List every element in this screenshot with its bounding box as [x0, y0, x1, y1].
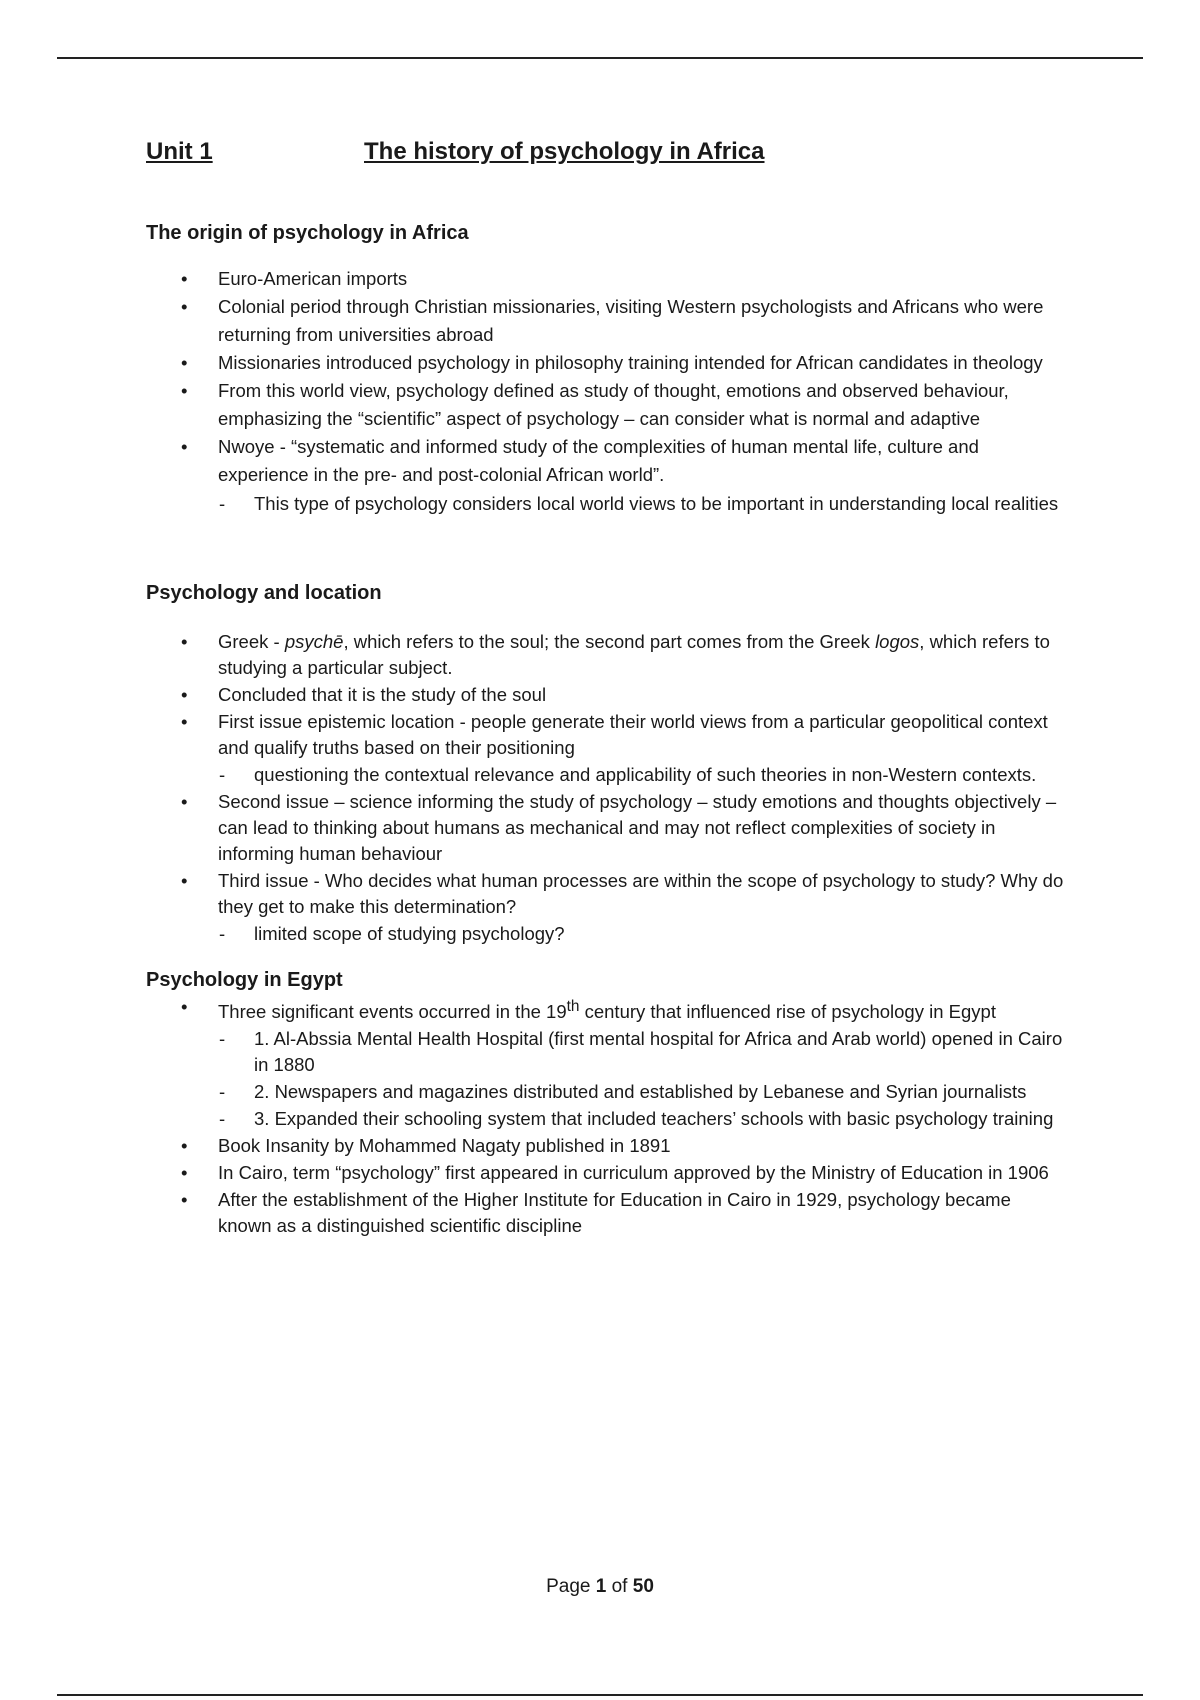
bullet-list: [146, 265, 1066, 518]
list-item: • Missionaries introduced psychology in philosophy training intended for African candidates in theology: [146, 349, 1066, 377]
page-word: Page: [546, 1576, 591, 1597]
document-body: [146, 138, 1066, 1240]
section-heading: The origin of psychology in Africa: [146, 222, 469, 244]
superscript: th: [566, 998, 580, 1015]
list-item: • Second issue – science informing the study of psychology – study emotions and thoughts objectively – can lead to thinking about humans as mechanical and may not reflect complexities of society in informing human behaviour: [146, 789, 1066, 867]
list-item: • Nwoye - “systematic and informed study of the complexities of human mental life, culture and experience in the pre- and post-colonial African world”. - This type of psychology considers local world views to be important in understanding local realities: [146, 433, 1066, 518]
bottom-rule: [57, 1694, 1143, 1696]
list-item: • Concluded that it is the study of the soul: [146, 682, 1066, 708]
list-item: • Colonial period through Christian missionaries, visiting Western psychologists and Africans who were returning from universities abroad: [146, 293, 1066, 349]
unit-label: Unit 1: [146, 138, 213, 165]
section-egypt: [146, 969, 1066, 1239]
unit-title: The history of psychology in Africa: [364, 138, 765, 165]
bullet-list: [146, 994, 1066, 1239]
list-item: • Three significant events occurred in the 19th century that influenced rise of psychology in Egypt - 1. Al-Abssia Mental Health Hospital (first mental hospital for Africa and Arab world) opened in Cairo in 1880 - 2. Newspapers and magazines distributed and established by Lebanese and Syrian journalists - 3. Expanded their schooling system that included teachers’ schools with basic psychology training: [146, 994, 1066, 1132]
list-item: • First issue epistemic location - people generate their world views from a particular geopolitical context and qualify truths based on their positioning - questioning the contextual relevance and applicability of such theories in non-Western contexts.: [146, 709, 1066, 788]
sub-list-item: - 1. Al-Abssia Mental Health Hospital (first mental hospital for Africa and Arab world) opened in Cairo in 1880: [218, 1026, 1066, 1078]
list-item: • Euro-American imports: [146, 265, 1066, 293]
list-item: • Greek - psychē, which refers to the soul; the second part comes from the Greek logos, which refers to studying a particular subject.: [146, 629, 1066, 681]
top-rule: [57, 57, 1143, 59]
section-heading: Psychology and location: [146, 582, 382, 604]
list-item: • After the establishment of the Higher Institute for Education in Cairo in 1929, psychology became known as a distinguished scientific discipline: [146, 1187, 1066, 1239]
page-footer: [0, 1576, 1200, 1598]
list-item: • Third issue - Who decides what human processes are within the scope of psychology to study? Why do they get to make this determination? - limited scope of studying psychology?: [146, 868, 1066, 947]
sub-list-item: - 3. Expanded their schooling system that included teachers’ schools with basic psychology training: [218, 1106, 1066, 1132]
italic-term: logos: [875, 631, 920, 652]
page-title: [146, 138, 1066, 166]
list-item: • In Cairo, term “psychology” first appeared in curriculum approved by the Ministry of Education in 1906: [146, 1160, 1066, 1186]
sub-list-item: - 2. Newspapers and magazines distributed and established by Lebanese and Syrian journalists: [218, 1079, 1066, 1105]
bullet-list: [146, 629, 1066, 947]
sub-list-item: - limited scope of studying psychology?: [218, 921, 1066, 947]
section-location: [146, 582, 1066, 947]
list-item: • Book Insanity by Mohammed Nagaty published in 1891: [146, 1133, 1066, 1159]
of-word: of: [611, 1576, 628, 1597]
page-total: 50: [632, 1576, 654, 1597]
section-origin: [146, 222, 1066, 518]
section-heading: Psychology in Egypt: [146, 969, 343, 991]
italic-term: psychē: [284, 631, 344, 652]
sub-list-item: - questioning the contextual relevance and applicability of such theories in non-Western contexts.: [218, 762, 1066, 788]
list-item: • From this world view, psychology defined as study of thought, emotions and observed behaviour, emphasizing the “scientific” aspect of psychology – can consider what is normal and adaptive: [146, 377, 1066, 433]
page-number: 1: [595, 1576, 607, 1597]
sub-list-item: - This type of psychology considers local world views to be important in understanding local realities: [218, 490, 1066, 518]
